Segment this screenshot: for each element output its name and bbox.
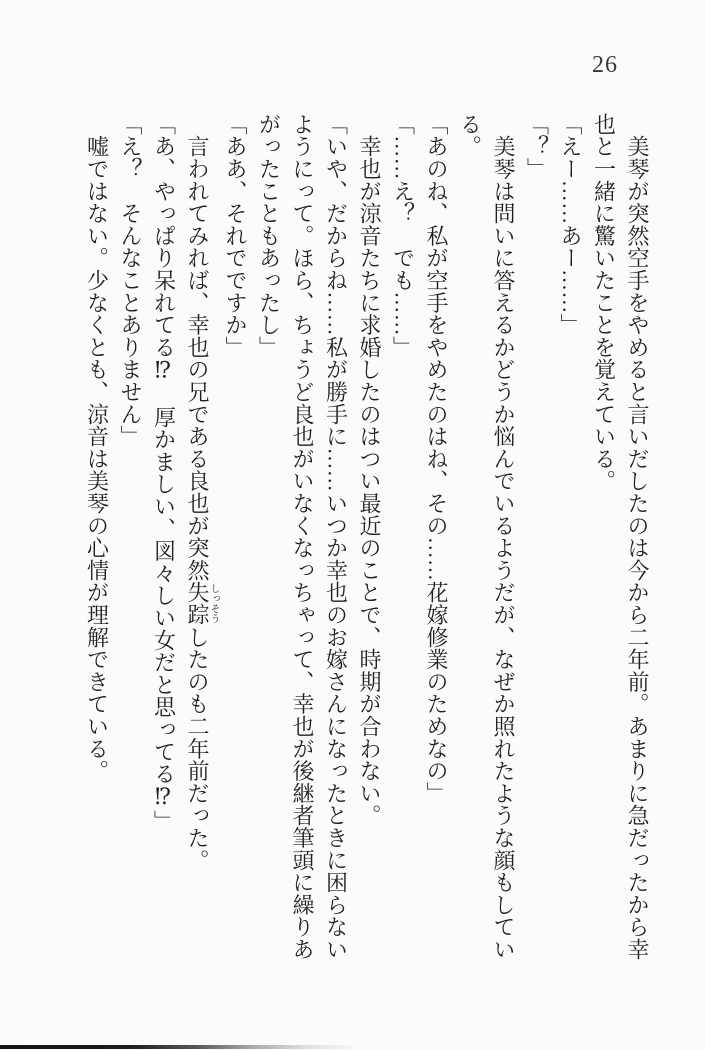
text-line-2: 也と一緒に驚いたことを覚えている。: [591, 113, 617, 493]
text-line-12: がったこともあったし」: [256, 113, 282, 359]
text-line-13: 「ああ、それでですか」: [223, 113, 248, 359]
text-line-9: 幸也が涼音たちに求婚したのはつい最近のことで、時期が合わない。: [357, 113, 382, 827]
vertical-text-block: [82, 113, 654, 979]
text-line-5: 美琴は問いに答えるかどうか悩んでいるようだが、なぜか照れたような顔もしてい: [491, 113, 516, 961]
text-line-4: 「？」: [524, 113, 550, 180]
ruby-base: 失踪: [185, 581, 210, 626]
furigana-ruby: [185, 581, 219, 626]
text-line-3: 「えー……あー……」: [558, 113, 583, 336]
text-line-15: 「あ、やっぱり呆れてる⁉ 厚かましい、図々しい女だと思ってる⁉」: [151, 113, 177, 833]
text-line-11: ようにって。ほら、ちょうど良也がいなくなっちゃって、幸也が後継者筆頭に繰りあ: [290, 113, 315, 961]
text-line-17: 嘘ではない。少なくとも、涼音は美琴の心情が理解できている。: [84, 113, 110, 782]
text-line-16: 「え？ そんなことありません」: [118, 113, 143, 448]
text-before-ruby: 言われてみれば、幸也の兄である良也が突然: [185, 113, 210, 582]
scan-artifact-line: [0, 1045, 460, 1049]
text-line-14: [181, 113, 219, 979]
text-line-1: 美琴が突然空手をやめると言いだしたのは今から二年前。あまりに急だったから幸: [625, 113, 650, 961]
text-line-10: 「いや、だからね……私が勝手に……いつか幸也のお嫁さんになったときに困らない: [323, 113, 349, 961]
ruby-text: しっそう: [208, 581, 219, 626]
text-line-6: る。: [457, 113, 483, 158]
page-number: 26: [592, 52, 618, 78]
text-after-ruby: したのも二年前だった。: [185, 625, 210, 872]
text-line-8: 「……え？ でも……」: [390, 113, 416, 359]
text-line-7: 「あのね、私が空手をやめたのはね、その……花嫁修業のためなの」: [424, 113, 449, 805]
